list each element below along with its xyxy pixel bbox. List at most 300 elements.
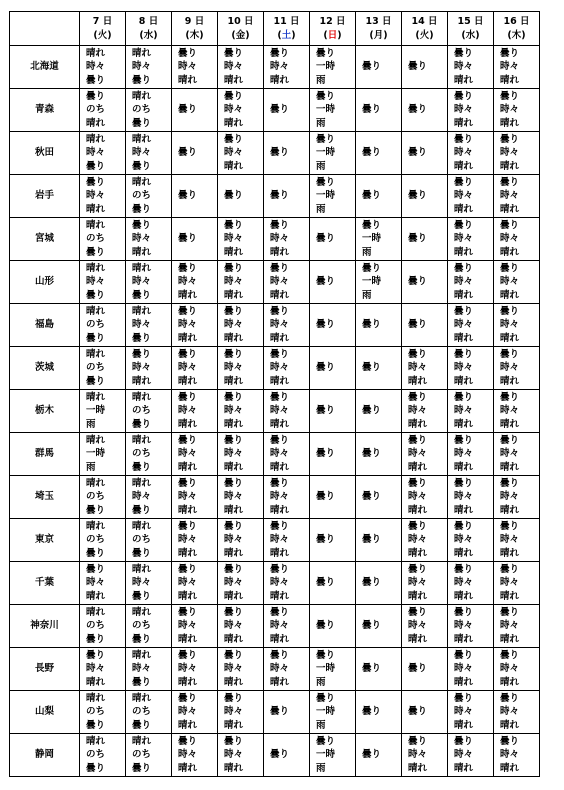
- weather-text: 晴れ: [454, 590, 474, 602]
- weather-cell: [80, 648, 126, 691]
- weather-text: 晴れ: [270, 74, 290, 86]
- weather-text: 晴れ: [178, 289, 198, 301]
- weather-text: 曇り: [86, 160, 106, 172]
- weather-text: 時々: [408, 577, 428, 589]
- weather-text: 曇り: [316, 735, 336, 747]
- weather-text: 時々: [178, 319, 198, 331]
- weather-text: 晴れ: [454, 719, 474, 731]
- weather-cell: [264, 304, 310, 347]
- weather-text: 晴れ: [408, 590, 428, 602]
- date-day: 14 日: [411, 15, 438, 27]
- weather-text: 晴れ: [454, 504, 474, 516]
- weather-text: 時々: [408, 620, 428, 632]
- weather-text: 曇り: [408, 319, 428, 331]
- weather-cell: [218, 691, 264, 734]
- weather-cell: [494, 347, 540, 390]
- weather-text: 時々: [454, 104, 474, 116]
- weather-cell: [264, 605, 310, 648]
- weather-text: 晴れ: [224, 117, 244, 129]
- weather-text: 曇り: [178, 104, 198, 116]
- weather-text: 晴れ: [224, 633, 244, 645]
- weather-text: 時々: [500, 620, 520, 632]
- weather-cell: [264, 390, 310, 433]
- weather-cell: [448, 175, 494, 218]
- weather-text: 時々: [270, 534, 290, 546]
- weather-text: 曇り: [408, 606, 428, 618]
- weather-text: 曇り: [362, 61, 382, 73]
- weekday-label: 金: [235, 29, 246, 41]
- weather-text: 時々: [408, 534, 428, 546]
- weather-text: 曇り: [362, 706, 382, 718]
- weather-text: のち: [132, 104, 152, 116]
- weather-cell: [126, 175, 172, 218]
- weather-cell: [80, 476, 126, 519]
- weather-text: 曇り: [132, 332, 152, 344]
- weather-text: 晴れ: [178, 418, 198, 430]
- weather-cell: [172, 218, 218, 261]
- weather-text: 曇り: [408, 477, 428, 489]
- weather-text: 晴れ: [454, 762, 474, 774]
- weather-cell: [310, 605, 356, 648]
- weather-text: 曇り: [454, 348, 474, 360]
- weather-cell: [126, 46, 172, 89]
- weather-text: 曇り: [132, 547, 152, 559]
- weather-cell: [126, 218, 172, 261]
- weather-text: 曇り: [132, 160, 152, 172]
- table-row: [10, 304, 540, 347]
- weather-text: 時々: [224, 577, 244, 589]
- weather-cell: [402, 261, 448, 304]
- weather-text: 時々: [132, 577, 152, 589]
- weather-cell: [494, 175, 540, 218]
- weather-text: 時々: [454, 362, 474, 374]
- weather-text: 晴れ: [86, 606, 106, 618]
- weather-cell: [80, 562, 126, 605]
- prefecture-name: 山梨: [10, 691, 80, 734]
- weather-text: 時々: [178, 534, 198, 546]
- weather-cell: [310, 175, 356, 218]
- weather-cell: [310, 261, 356, 304]
- weather-text: 時々: [178, 405, 198, 417]
- weather-text: 時々: [86, 276, 106, 288]
- table-row: [10, 433, 540, 476]
- weather-text: のち: [132, 620, 152, 632]
- weather-text: 曇り: [500, 348, 520, 360]
- weather-text: 時々: [454, 61, 474, 73]
- weather-text: 晴れ: [178, 590, 198, 602]
- weather-text: 時々: [454, 276, 474, 288]
- weather-text: 晴れ: [500, 246, 520, 258]
- weather-text: 時々: [500, 749, 520, 761]
- weather-cell: [494, 89, 540, 132]
- weather-cell: [126, 734, 172, 777]
- weather-text: 曇り: [454, 520, 474, 532]
- weather-cell: [264, 691, 310, 734]
- weather-text: 一時: [86, 405, 106, 417]
- weather-text: 晴れ: [132, 606, 152, 618]
- weather-text: 曇り: [270, 649, 290, 661]
- weather-cell: [80, 304, 126, 347]
- prefecture-name: 栃木: [10, 390, 80, 433]
- weather-cell: [80, 519, 126, 562]
- weather-text: 曇り: [224, 262, 244, 274]
- weather-text: 晴れ: [454, 633, 474, 645]
- weather-text: 晴れ: [500, 504, 520, 516]
- weather-text: 曇り: [316, 491, 336, 503]
- weather-text: 晴れ: [178, 633, 198, 645]
- weather-cell: [80, 390, 126, 433]
- weather-text: 雨: [316, 719, 326, 731]
- weather-text: 曇り: [362, 448, 382, 460]
- weather-text: 晴れ: [408, 418, 428, 430]
- weather-text: 晴れ: [454, 375, 474, 387]
- weather-text: 晴れ: [132, 375, 152, 387]
- weather-cell: [402, 433, 448, 476]
- weather-text: 曇り: [454, 176, 474, 188]
- weekday-label: 土: [281, 29, 292, 41]
- weather-cell: [310, 433, 356, 476]
- weather-text: 曇り: [132, 74, 152, 86]
- table-row: [10, 132, 540, 175]
- date-header: [126, 12, 172, 46]
- weather-cell: [310, 89, 356, 132]
- date-day: 9 日: [184, 15, 205, 27]
- weather-text: 時々: [454, 577, 474, 589]
- weather-text: 晴れ: [270, 289, 290, 301]
- weather-cell: [172, 691, 218, 734]
- weather-cell: [80, 175, 126, 218]
- weather-text: 時々: [500, 534, 520, 546]
- weather-cell: [356, 691, 402, 734]
- weather-cell: [80, 261, 126, 304]
- date-weekday: (火): [93, 29, 112, 41]
- weather-cell: [356, 304, 402, 347]
- weather-text: 晴れ: [270, 676, 290, 688]
- weekday-label: 火: [419, 29, 430, 41]
- weather-text: 曇り: [270, 305, 290, 317]
- weather-text: 晴れ: [270, 246, 290, 258]
- weather-text: 曇り: [454, 391, 474, 403]
- weather-cell: [402, 175, 448, 218]
- weather-cell: [402, 562, 448, 605]
- weather-text: 曇り: [362, 104, 382, 116]
- weather-cell: [494, 691, 540, 734]
- weather-text: 時々: [500, 577, 520, 589]
- weather-cell: [494, 433, 540, 476]
- weather-cell: [218, 218, 264, 261]
- weather-text: 晴れ: [500, 590, 520, 602]
- weekday-label: 日: [327, 29, 338, 41]
- weather-text: 曇り: [224, 305, 244, 317]
- weather-text: 時々: [270, 577, 290, 589]
- weather-text: 曇り: [454, 262, 474, 274]
- weather-cell: [264, 476, 310, 519]
- weather-cell: [172, 132, 218, 175]
- weather-text: 曇り: [224, 477, 244, 489]
- weather-text: 曇り: [454, 649, 474, 661]
- weather-text: 曇り: [454, 47, 474, 59]
- weather-text: 晴れ: [500, 418, 520, 430]
- weekday-label: 水: [143, 29, 154, 41]
- weather-text: 時々: [500, 147, 520, 159]
- weather-text: 曇り: [316, 405, 336, 417]
- date-header: [218, 12, 264, 46]
- weather-cell: [356, 390, 402, 433]
- prefecture-name: 千葉: [10, 562, 80, 605]
- weather-text: 曇り: [500, 305, 520, 317]
- weather-text: 曇り: [362, 620, 382, 632]
- weather-cell: [448, 261, 494, 304]
- weather-text: 晴れ: [178, 547, 198, 559]
- weather-text: 曇り: [178, 233, 198, 245]
- weather-text: のち: [132, 190, 152, 202]
- weather-text: 曇り: [132, 117, 152, 129]
- weather-text: 晴れ: [86, 692, 106, 704]
- weather-text: 時々: [86, 147, 106, 159]
- weather-cell: [356, 605, 402, 648]
- weather-text: 時々: [408, 448, 428, 460]
- weather-cell: [494, 218, 540, 261]
- weather-text: 曇り: [500, 649, 520, 661]
- weather-text: 一時: [316, 190, 336, 202]
- weather-cell: [218, 734, 264, 777]
- weather-text: 晴れ: [86, 219, 106, 231]
- weather-text: 晴れ: [132, 563, 152, 575]
- prefecture-name: 福島: [10, 304, 80, 347]
- weather-text: 時々: [270, 620, 290, 632]
- weather-text: 時々: [178, 749, 198, 761]
- table-row: [10, 562, 540, 605]
- weather-text: 時々: [178, 620, 198, 632]
- weather-cell: [126, 132, 172, 175]
- weather-cell: [448, 132, 494, 175]
- weather-text: 雨: [316, 160, 326, 172]
- weather-text: 晴れ: [500, 719, 520, 731]
- weather-text: 時々: [270, 491, 290, 503]
- weather-text: 時々: [224, 276, 244, 288]
- weather-text: 時々: [500, 448, 520, 460]
- weather-text: 晴れ: [86, 477, 106, 489]
- weather-text: 曇り: [500, 434, 520, 446]
- prefecture-name: 山形: [10, 261, 80, 304]
- weather-text: のち: [86, 749, 106, 761]
- weather-text: 時々: [270, 405, 290, 417]
- weather-cell: [448, 476, 494, 519]
- weather-text: 曇り: [224, 90, 244, 102]
- weather-text: 晴れ: [178, 74, 198, 86]
- weather-text: 曇り: [408, 61, 428, 73]
- weather-text: 曇り: [362, 534, 382, 546]
- weather-text: 曇り: [178, 692, 198, 704]
- weather-text: 曇り: [86, 547, 106, 559]
- weather-cell: [310, 390, 356, 433]
- weather-text: 曇り: [270, 706, 290, 718]
- weather-text: のち: [86, 233, 106, 245]
- weather-text: 曇り: [408, 520, 428, 532]
- weather-text: 時々: [224, 147, 244, 159]
- weather-text: 時々: [224, 405, 244, 417]
- weather-cell: [264, 46, 310, 89]
- weather-text: 曇り: [362, 219, 382, 231]
- table-row: [10, 261, 540, 304]
- weather-text: 曇り: [408, 706, 428, 718]
- weather-text: 晴れ: [178, 332, 198, 344]
- table-row: [10, 734, 540, 777]
- weather-text: 時々: [224, 319, 244, 331]
- weather-text: 曇り: [500, 47, 520, 59]
- weather-text: 曇り: [224, 133, 244, 145]
- weather-cell: [448, 46, 494, 89]
- weather-cell: [172, 261, 218, 304]
- table-row: [10, 175, 540, 218]
- weather-text: 時々: [86, 61, 106, 73]
- weather-text: 時々: [132, 319, 152, 331]
- weather-text: 時々: [408, 491, 428, 503]
- date-day: 13 日: [365, 15, 392, 27]
- weather-text: 時々: [224, 362, 244, 374]
- weather-text: 時々: [454, 749, 474, 761]
- weekday-label: 木: [511, 29, 522, 41]
- corner-cell: [10, 12, 80, 46]
- weather-text: 時々: [500, 276, 520, 288]
- weather-cell: [402, 218, 448, 261]
- weather-text: 曇り: [362, 319, 382, 331]
- weather-cell: [80, 347, 126, 390]
- table-row: [10, 89, 540, 132]
- weather-cell: [264, 89, 310, 132]
- weather-text: のち: [86, 319, 106, 331]
- weather-cell: [218, 132, 264, 175]
- weather-text: 曇り: [132, 203, 152, 215]
- weather-text: 時々: [224, 448, 244, 460]
- weather-text: 曇り: [270, 749, 290, 761]
- forecast-table: [9, 11, 540, 777]
- weather-text: 時々: [224, 620, 244, 632]
- weather-text: 晴れ: [408, 762, 428, 774]
- weather-text: 晴れ: [132, 305, 152, 317]
- weather-text: 曇り: [178, 649, 198, 661]
- weather-text: 雨: [316, 762, 326, 774]
- weather-text: 晴れ: [408, 504, 428, 516]
- weather-text: 曇り: [270, 434, 290, 446]
- weather-text: 曇り: [132, 676, 152, 688]
- weather-text: 曇り: [316, 319, 336, 331]
- weather-text: 一時: [316, 663, 336, 675]
- prefecture-name: 北海道: [10, 46, 80, 89]
- weather-text: 曇り: [178, 190, 198, 202]
- weather-cell: [402, 691, 448, 734]
- weather-text: 曇り: [316, 448, 336, 460]
- weather-cell: [448, 89, 494, 132]
- weather-text: 晴れ: [454, 547, 474, 559]
- weather-cell: [448, 390, 494, 433]
- weather-text: 雨: [86, 418, 96, 430]
- table-row: [10, 390, 540, 433]
- weather-text: 晴れ: [500, 375, 520, 387]
- table-row: [10, 347, 540, 390]
- date-header: [448, 12, 494, 46]
- weather-text: 曇り: [500, 563, 520, 575]
- weather-text: 曇り: [178, 434, 198, 446]
- table-row: [10, 691, 540, 734]
- weather-text: 曇り: [178, 262, 198, 274]
- weather-text: 晴れ: [86, 676, 106, 688]
- weather-cell: [172, 89, 218, 132]
- weather-text: 曇り: [500, 391, 520, 403]
- weather-cell: [172, 519, 218, 562]
- weather-text: 曇り: [500, 133, 520, 145]
- weather-cell: [218, 476, 264, 519]
- weather-text: 曇り: [362, 577, 382, 589]
- weather-text: 晴れ: [224, 74, 244, 86]
- date-weekday: (火): [415, 29, 434, 41]
- weather-text: 一時: [86, 448, 106, 460]
- weather-text: 晴れ: [132, 133, 152, 145]
- weather-text: 晴れ: [132, 262, 152, 274]
- weather-text: 曇り: [86, 90, 106, 102]
- weather-text: 曇り: [500, 735, 520, 747]
- weather-text: 時々: [178, 663, 198, 675]
- weather-text: 曇り: [500, 692, 520, 704]
- weather-text: 雨: [86, 461, 96, 473]
- prefecture-name: 埼玉: [10, 476, 80, 519]
- weather-text: 曇り: [408, 663, 428, 675]
- weather-text: 時々: [178, 577, 198, 589]
- weather-text: 時々: [454, 448, 474, 460]
- date-weekday: (土): [277, 29, 296, 41]
- weather-text: 晴れ: [500, 203, 520, 215]
- weather-cell: [218, 347, 264, 390]
- weather-cell: [356, 734, 402, 777]
- weather-cell: [264, 519, 310, 562]
- weather-text: 曇り: [500, 176, 520, 188]
- weather-text: のち: [132, 749, 152, 761]
- weather-text: 雨: [316, 74, 326, 86]
- weather-text: 時々: [408, 749, 428, 761]
- date-weekday: (木): [185, 29, 204, 41]
- weather-text: 晴れ: [500, 547, 520, 559]
- weather-cell: [356, 562, 402, 605]
- weather-cell: [172, 648, 218, 691]
- weather-text: 曇り: [270, 104, 290, 116]
- weather-text: 晴れ: [132, 520, 152, 532]
- weather-text: 曇り: [316, 692, 336, 704]
- weather-text: 時々: [132, 61, 152, 73]
- weather-text: 曇り: [224, 563, 244, 575]
- weather-cell: [356, 648, 402, 691]
- weather-text: 晴れ: [86, 262, 106, 274]
- weather-text: 曇り: [408, 104, 428, 116]
- weather-text: 晴れ: [270, 418, 290, 430]
- date-day: 11 日: [273, 15, 300, 27]
- weather-text: 曇り: [316, 133, 336, 145]
- weather-cell: [264, 347, 310, 390]
- weather-text: 曇り: [454, 133, 474, 145]
- weather-text: 晴れ: [132, 735, 152, 747]
- weather-cell: [126, 390, 172, 433]
- weather-text: 晴れ: [224, 375, 244, 387]
- weather-text: 曇り: [132, 219, 152, 231]
- weather-text: 晴れ: [224, 246, 244, 258]
- weather-text: 晴れ: [224, 289, 244, 301]
- weather-text: 曇り: [86, 375, 106, 387]
- date-weekday: (木): [507, 29, 526, 41]
- weather-text: 曇り: [316, 47, 336, 59]
- weather-text: 晴れ: [454, 676, 474, 688]
- weather-cell: [402, 347, 448, 390]
- weather-cell: [218, 261, 264, 304]
- weather-text: 晴れ: [500, 633, 520, 645]
